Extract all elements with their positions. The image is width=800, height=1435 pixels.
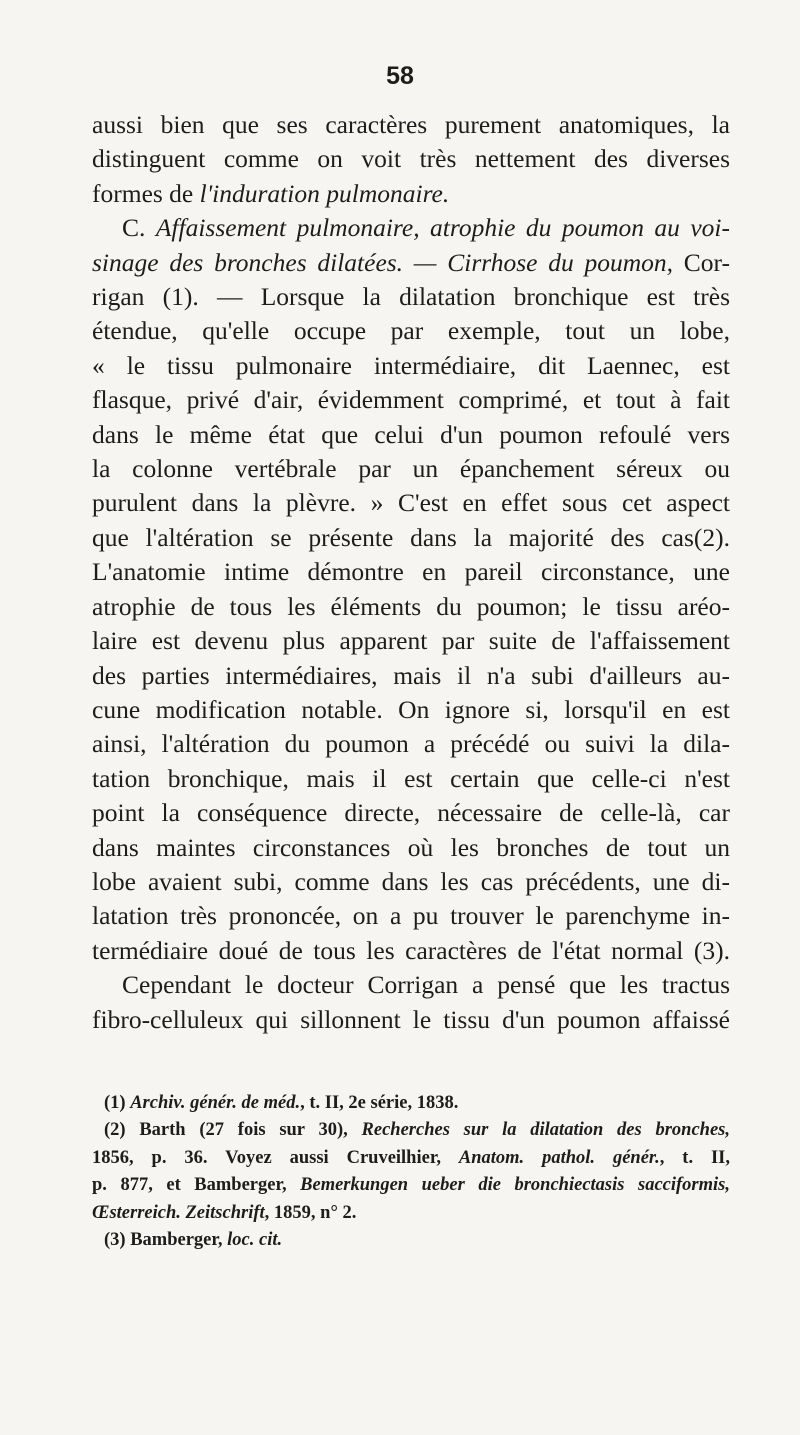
text-run: L'anatomie intime démontre en pareil circonstance, une <box>92 557 730 587</box>
text-run: « le tissu pulmonaire intermédiaire, dit Laennec, est <box>92 350 730 380</box>
text-line <box>92 693 730 727</box>
text-run: rigan (1). — Lorsque la dilatation bronchique est très <box>92 282 730 312</box>
italic-text: Affaissement pulmonaire, atrophie du poumon au voi- <box>155 213 731 243</box>
text-run: flasque, privé d'air, évidemment comprimé, et tout à fait <box>92 385 730 415</box>
text-run: étendue, qu'elle occupe par exemple, tout un lobe, <box>92 316 730 346</box>
text-line <box>92 211 730 245</box>
text-run: (2) Barth (27 fois sur 30), <box>104 1120 362 1141</box>
text-line <box>92 383 730 417</box>
footnote-line <box>104 1227 730 1254</box>
text-run: la colonne vertébrale par un épanchement séreux ou <box>92 454 730 484</box>
text-run: , t. II, <box>659 1147 731 1168</box>
text-line <box>92 314 730 348</box>
body-text <box>92 108 730 1037</box>
text-run: ainsi, l'altération du poumon a précédé ou suivi la dila- <box>92 729 730 759</box>
page-number: 58 <box>386 62 414 90</box>
text-line <box>92 659 730 693</box>
text-run: latation très prononcée, on a pu trouver le parenchyme in- <box>92 901 730 931</box>
footnote-line <box>92 1200 730 1227</box>
text-run: distinguent comme on voit très nettement des diverses <box>92 144 730 174</box>
text-run: dans le même état que celui d'un poumon refoulé vers <box>92 419 730 449</box>
italic-text: Recherches sur la dilatation des bronches, <box>361 1120 730 1141</box>
text-run: laire est devenu plus apparent par suite de l'affaissement <box>92 626 730 656</box>
text-line <box>92 865 730 899</box>
text-line <box>92 934 730 968</box>
text-run: , 1859, n° 2. <box>264 1202 357 1223</box>
italic-text: Archiv. génér. de méd. <box>130 1093 301 1113</box>
text-run: tation bronchique, mais il est certain que celle-ci n'est <box>92 763 730 793</box>
text-run: fibro-celluleux qui sillonnent le tissu d'un poumon affaissé <box>92 1004 730 1034</box>
italic-text: sinage des bronches dilatées. — Cirrhose du poumon, <box>92 247 674 277</box>
text-line <box>92 349 730 383</box>
text-run: termédiaire doué de tous les caractères de l'état normal (3). <box>92 935 730 965</box>
text-run: formes de <box>92 178 200 208</box>
text-line <box>92 1003 730 1037</box>
text-run: des parties intermédiaires, mais il n'a subi d'ailleurs au- <box>92 660 730 690</box>
text-line <box>92 555 730 589</box>
italic-text: Œsterreich. Zeitschrift <box>92 1202 265 1223</box>
text-line <box>92 177 730 211</box>
text-run: point la conséquence directe, nécessaire de celle-là, car <box>92 798 730 828</box>
text-line <box>92 418 730 452</box>
text-run: Cor- <box>673 247 731 277</box>
text-run: purulent dans la plèvre. » C'est en effet sous cet aspect <box>92 488 730 518</box>
text-line <box>92 624 730 658</box>
text-line <box>92 762 730 796</box>
text-line <box>92 280 730 314</box>
footnotes <box>92 1090 731 1254</box>
text-line <box>92 968 730 1002</box>
text-run: atrophie de tous les éléments du poumon; le tissu aréo- <box>92 591 730 621</box>
text-line <box>92 486 730 520</box>
text-line <box>92 108 730 142</box>
text-line <box>92 142 730 176</box>
text-run: (1) <box>104 1093 131 1113</box>
text-line <box>92 831 730 865</box>
text-line <box>92 246 730 280</box>
footnote-line <box>92 1172 730 1199</box>
italic-text: loc. cit. <box>227 1230 283 1251</box>
text-run: p. 877, et Bamberger, <box>92 1175 301 1196</box>
footnote-line <box>104 1117 730 1144</box>
text-line <box>92 899 730 933</box>
text-line <box>92 521 730 555</box>
italic-text: Bemerkungen ueber die bronchiectasis sacciformis, <box>300 1175 730 1196</box>
text-run: Cependant le docteur Corrigan a pensé que les tractus <box>122 970 730 1000</box>
footnote-line <box>104 1090 730 1117</box>
text-run: 1856, p. 36. Voyez aussi Cruveilhier, <box>92 1147 459 1168</box>
text-line <box>92 452 730 486</box>
text-run: lobe avaient subi, comme dans les cas précédents, une di- <box>92 866 730 896</box>
footnote-line <box>92 1145 730 1172</box>
text-run: aussi bien que ses caractères purement anatomiques, la <box>92 110 730 139</box>
text-run: (3) Bamberger, <box>104 1230 228 1251</box>
italic-text: l'induration pulmonaire. <box>199 178 450 208</box>
text-run: , t. II, 2e série, 1838. <box>300 1093 459 1113</box>
text-line <box>92 727 730 761</box>
text-run: que l'altération se présente dans la majorité des cas(2). <box>92 522 730 552</box>
text-run: C. <box>122 213 156 243</box>
italic-text: Anatom. pathol. génér. <box>458 1147 660 1168</box>
text-run: dans maintes circonstances où les bronches de tout un <box>92 832 730 862</box>
text-line <box>92 590 730 624</box>
text-line <box>92 796 730 830</box>
text-run: cune modification notable. On ignore si, lorsqu'il en est <box>92 694 730 724</box>
